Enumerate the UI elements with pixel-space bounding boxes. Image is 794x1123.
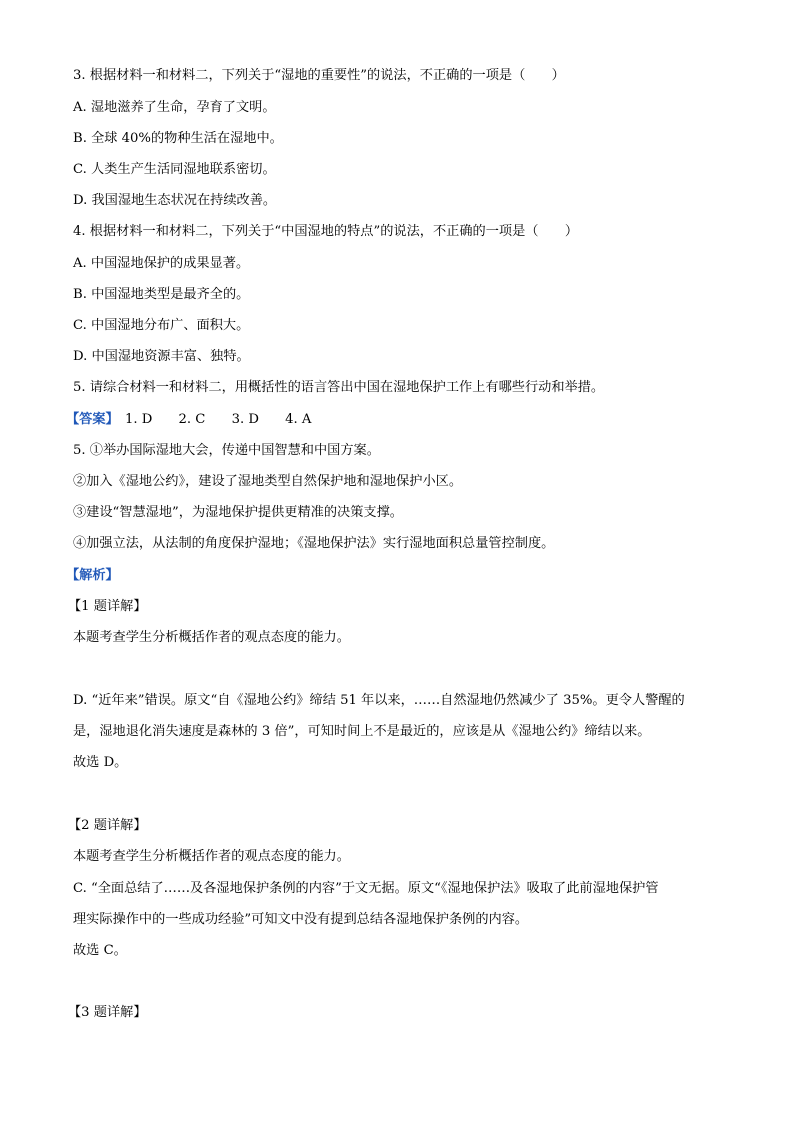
analysis-q1-conclusion: 故选 D。 <box>73 755 128 770</box>
analysis-q2-heading: 【2 题详解】 <box>68 818 147 833</box>
answer-choice-3: 3. D <box>231 412 259 427</box>
question-4-stem: 4. 根据材料一和材料二，下列关于“中国湿地的特点”的说法，不正确的一项是（ ） <box>73 224 579 239</box>
question-3-option-a: A. 湿地滋养了生命，孕育了文明。 <box>73 100 276 115</box>
answer-choice-2: 2. C <box>178 412 206 427</box>
analysis-q1-body-line-2: 是，湿地退化消失速度是森林的 3 倍”，可知时间上不是最近的，应该是从《湿地公约》缔结以来。 <box>73 724 651 739</box>
question-4-option-b: B. 中国湿地类型是最齐全的。 <box>73 287 250 302</box>
answer-tag: 【答案】 <box>66 412 119 427</box>
analysis-q2-body-line-1: C. “全面总结了……及各湿地保护条例的内容”于文无据。原文“《湿地保护法》吸取了此前湿地保护管 <box>73 881 659 896</box>
question-4-option-c: C. 中国湿地分布广、面积大。 <box>73 318 250 333</box>
answer-5-line-3: ③建设“智慧湿地”，为湿地保护提供更精准的决策支撑。 <box>73 505 403 520</box>
answer-row <box>66 411 333 429</box>
analysis-q2-conclusion: 故选 C。 <box>73 943 127 958</box>
analysis-q1-body-line-1: D. “近年来”错误。原文“自《湿地公约》缔结 51 年以来，……自然湿地仍然减少了 35%。更令人警醒的 <box>73 693 685 708</box>
answer-choice-4: 4. A <box>285 412 312 427</box>
analysis-tag: 【解析】 <box>66 568 119 583</box>
question-4-option-d: D. 中国湿地资源丰富、独特。 <box>73 349 250 364</box>
question-4-option-a: A. 中国湿地保护的成果显著。 <box>73 256 250 271</box>
analysis-q3-heading: 【3 题详解】 <box>68 1005 147 1020</box>
answer-choice-1: 1. D <box>124 412 153 427</box>
analysis-q1-intro: 本题考查学生分析概括作者的观点态度的能力。 <box>73 630 350 645</box>
answer-5-line-4: ④加强立法，从法制的角度保护湿地；《湿地保护法》实行湿地面积总量管控制度。 <box>73 536 555 551</box>
answer-5-line-1: 5. ①举办国际湿地大会，传递中国智慧和中国方案。 <box>73 443 380 458</box>
question-3-stem: 3. 根据材料一和材料二，下列关于“湿地的重要性”的说法，不正确的一项是（ ） <box>73 68 565 83</box>
question-5-stem: 5. 请综合材料一和材料二，用概括性的语言答出中国在湿地保护工作上有哪些行动和举措。 <box>73 380 605 395</box>
analysis-q2-intro: 本题考查学生分析概括作者的观点态度的能力。 <box>73 849 350 864</box>
question-3-option-b: B. 全球 40%的物种生活在湿地中。 <box>73 131 283 146</box>
question-3-option-d: D. 我国湿地生态状况在持续改善。 <box>73 193 277 208</box>
answer-5-line-2: ②加入《湿地公约》，建设了湿地类型自然保护地和湿地保护小区。 <box>73 474 463 489</box>
analysis-q1-heading: 【1 题详解】 <box>68 599 147 614</box>
question-3-option-c: C. 人类生产生活同湿地联系密切。 <box>73 162 276 177</box>
analysis-q2-body-line-2: 理实际操作中的一些成功经验”可知文中没有提到总结各湿地保护条例的内容。 <box>73 912 529 927</box>
